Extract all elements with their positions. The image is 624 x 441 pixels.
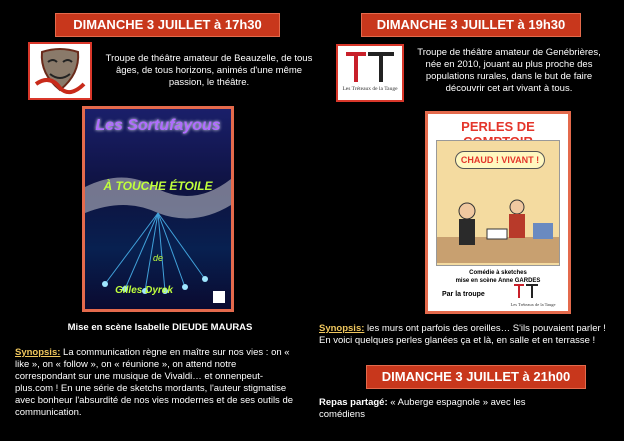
right-repas bbox=[319, 397, 559, 421]
poster-treteaux-logo-icon bbox=[512, 282, 540, 300]
right-poster-title: PERLES DE bbox=[461, 119, 535, 134]
left-director: Mise en scène Isabelle DIEUDE MAURAS bbox=[67, 322, 253, 333]
right-poster-troupe: Par la troupe bbox=[442, 291, 485, 298]
right-troupe-description: Troupe de théâtre amateur de Genébrières, née en 2010, jouant au plus proche des populations rurales, dans le but de faire découvrir cet art vivant à tous. bbox=[417, 47, 601, 94]
right-troupe-logo bbox=[336, 44, 404, 102]
right-synopsis-text: les murs ont parfois des oreilles… S'ils pouvaient parler ! En voici quelques perles glanées ça et là, en salle et en terrasse ! bbox=[319, 323, 606, 346]
left-poster-de: de bbox=[152, 253, 163, 263]
right-logo-text: Les Tréteaux de la Tauge bbox=[342, 86, 398, 92]
left-date-banner: DIMANCHE 3 JUILLET à 17h30 bbox=[55, 13, 280, 37]
right-synopsis-label: Synopsis: bbox=[319, 323, 365, 334]
left-troupe-logo bbox=[28, 42, 92, 100]
theatre-mask-icon bbox=[30, 44, 90, 98]
right-poster-logo-text: Les Tréteaux de la Tauge bbox=[510, 302, 556, 307]
left-show-poster bbox=[82, 106, 234, 312]
left-synopsis bbox=[15, 347, 298, 419]
cafe-scene-icon bbox=[437, 183, 559, 263]
poster-sponsor-logo bbox=[213, 291, 225, 303]
poster-illustration bbox=[85, 109, 231, 309]
right-repas-text: « Auberge espagnole » avec les comédiens bbox=[319, 397, 526, 420]
left-synopsis-label: Synopsis: bbox=[15, 347, 61, 358]
left-troupe-description: Troupe de théâtre amateur de Beauzelle, de tous âges, de tous horizons, animés d'une même passion, le théâtre. bbox=[105, 53, 313, 88]
right-repas-label: Repas partagé: bbox=[319, 397, 388, 408]
right-dinner-banner: DIMANCHE 3 JUILLET à 21h00 bbox=[366, 365, 586, 389]
left-synopsis-text: La communication règne en maître sur nos vies : on « like », on « follow », on « réunione », on attend notre correspondant sur une musique de Vivaldi… et onnenpeut-plus.com ! En une série de sketchs mordants, l'auteur stigmatise avec bonheur l'absurdité de nos vies modernes et de ses outils de communication. bbox=[15, 347, 294, 418]
right-poster-caption1: Comédie à sketches bbox=[469, 270, 527, 276]
right-synopsis bbox=[319, 323, 609, 347]
right-poster-caption2: mise en scène Anne GARDES bbox=[455, 278, 541, 284]
right-show-poster bbox=[425, 111, 571, 314]
right-poster-bubble: CHAUD ! VIVANT ! bbox=[455, 151, 545, 169]
left-poster-subtitle: À TOUCHE ÉTOILE bbox=[103, 179, 213, 193]
left-poster-author: Gilles Dyrek bbox=[115, 285, 173, 296]
right-date-banner: DIMANCHE 3 JUILLET à 19h30 bbox=[361, 13, 581, 37]
right-poster-illustration bbox=[436, 140, 560, 266]
treteaux-logo-icon bbox=[338, 46, 402, 86]
left-poster-title: Les Sortufayous bbox=[95, 117, 221, 134]
